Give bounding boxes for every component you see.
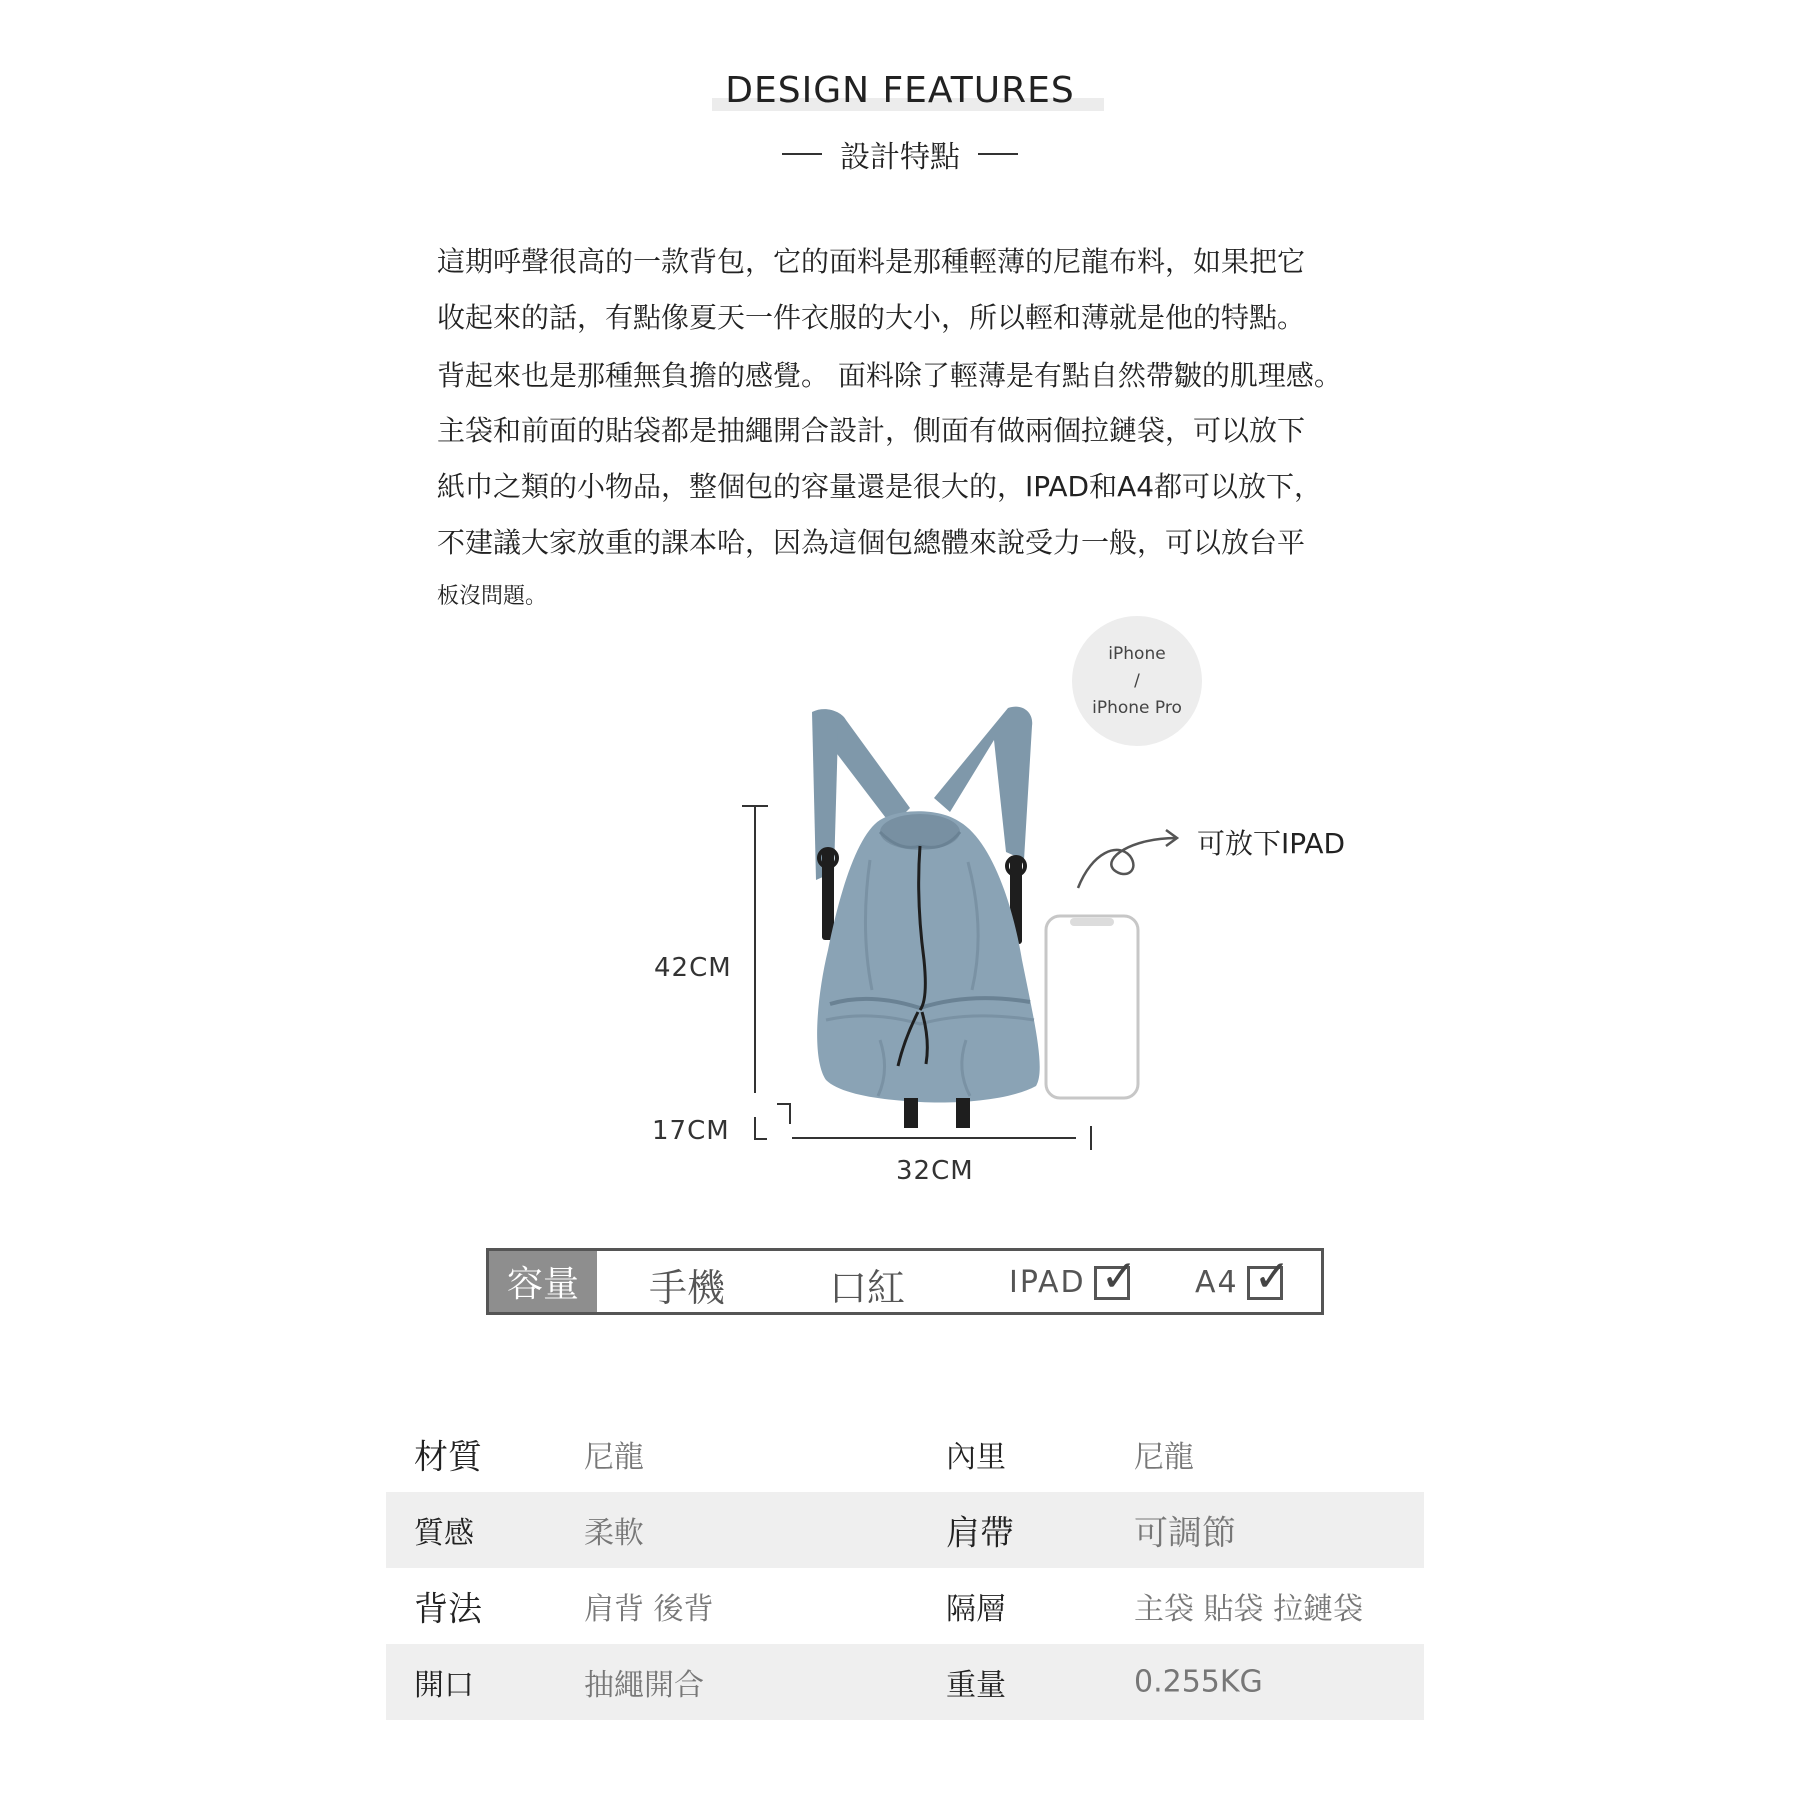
- spec-value: 尼龍: [1134, 1440, 1194, 1475]
- depth-dimension-marks: [755, 1104, 790, 1139]
- phone-outline-icon: [1046, 916, 1138, 1098]
- capacity-bar: [486, 1248, 1324, 1315]
- section-title: DESIGN FEATURES: [725, 70, 1075, 111]
- spec-row: [386, 1644, 1424, 1720]
- spec-value: 柔軟: [584, 1516, 644, 1551]
- spec-value: 0.255KG: [1134, 1664, 1263, 1700]
- capacity-item-ipad: [1009, 1250, 1140, 1302]
- phone-badge-separator: /: [1134, 670, 1140, 691]
- height-label: 42CM: [654, 953, 732, 983]
- description-line: 主袋和前面的貼袋都是抽繩開合設計，側面有做兩個拉鏈袋，可以放下: [437, 414, 1306, 447]
- spec-key: 重量: [946, 1668, 1006, 1703]
- width-label: 32CM: [896, 1156, 974, 1186]
- spec-value: 主袋 貼袋 拉鏈袋: [1134, 1592, 1364, 1627]
- description-line: 這期呼聲很高的一款背包，它的面料是那種輕薄的尼龍布料，如果把它: [437, 245, 1306, 278]
- width-dimension-line: [792, 1126, 1091, 1150]
- capacity-item-lipstick: [829, 1257, 905, 1312]
- ipad-note: 可放下IPAD: [1197, 827, 1346, 860]
- backpack-illustration: [812, 707, 1040, 1128]
- height-dimension-line: [742, 806, 768, 1093]
- capacity-item-phone: [649, 1257, 725, 1312]
- description-line: 不建議大家放重的課本哈，因為這個包總體來說受力一般，可以放台平: [437, 526, 1306, 559]
- spec-key: 隔層: [946, 1592, 1006, 1627]
- description-line: 紙巾之類的小物品，整個包的容量還是很大的，IPAD和A4都可以放下，: [437, 470, 1323, 503]
- spec-key: 背法: [414, 1589, 482, 1630]
- spec-row: [386, 1492, 1424, 1568]
- description-line: 收起來的話，有點像夏天一件衣服的大小，所以輕和薄就是他的特點。: [437, 301, 1306, 334]
- description-line: 板沒問題。: [437, 584, 548, 609]
- checkbox-checked-icon: ✓: [1094, 1266, 1130, 1300]
- spec-value: 肩背 後背: [584, 1592, 714, 1627]
- spec-value: 尼龍: [584, 1440, 644, 1475]
- spec-key: 內里: [946, 1440, 1006, 1475]
- capacity-item-label: A4: [1195, 1265, 1239, 1300]
- description-line: 背起來也是那種無負擔的感覺。 面料除了輕薄是有點自然帶皺的肌理感。: [437, 359, 1342, 392]
- spec-key: 肩帶: [946, 1513, 1014, 1554]
- capacity-item-label: 口紅: [829, 1266, 906, 1310]
- checkbox-checked-icon: ✓: [1247, 1266, 1283, 1300]
- spec-value: 抽繩開合: [584, 1668, 704, 1703]
- spec-row: [386, 1568, 1424, 1644]
- spec-table: [386, 1416, 1424, 1720]
- spec-value: 可調節: [1134, 1513, 1236, 1554]
- spec-key: 開口: [414, 1668, 474, 1703]
- depth-label: 17CM: [652, 1116, 730, 1146]
- curved-arrow-icon: [1078, 830, 1177, 888]
- phone-badge-line: iPhone: [1108, 643, 1166, 664]
- capacity-item-a4: [1195, 1250, 1293, 1302]
- spec-row: [386, 1416, 1424, 1492]
- section-subtitle: 設計特點: [840, 140, 960, 175]
- capacity-label: 容量: [489, 1251, 597, 1312]
- capacity-item-label: IPAD: [1009, 1265, 1086, 1300]
- phone-badge-line: iPhone Pro: [1092, 697, 1182, 718]
- spec-key: 質感: [414, 1516, 474, 1551]
- spec-key: 材質: [414, 1437, 482, 1478]
- capacity-item-label: 手機: [649, 1266, 726, 1310]
